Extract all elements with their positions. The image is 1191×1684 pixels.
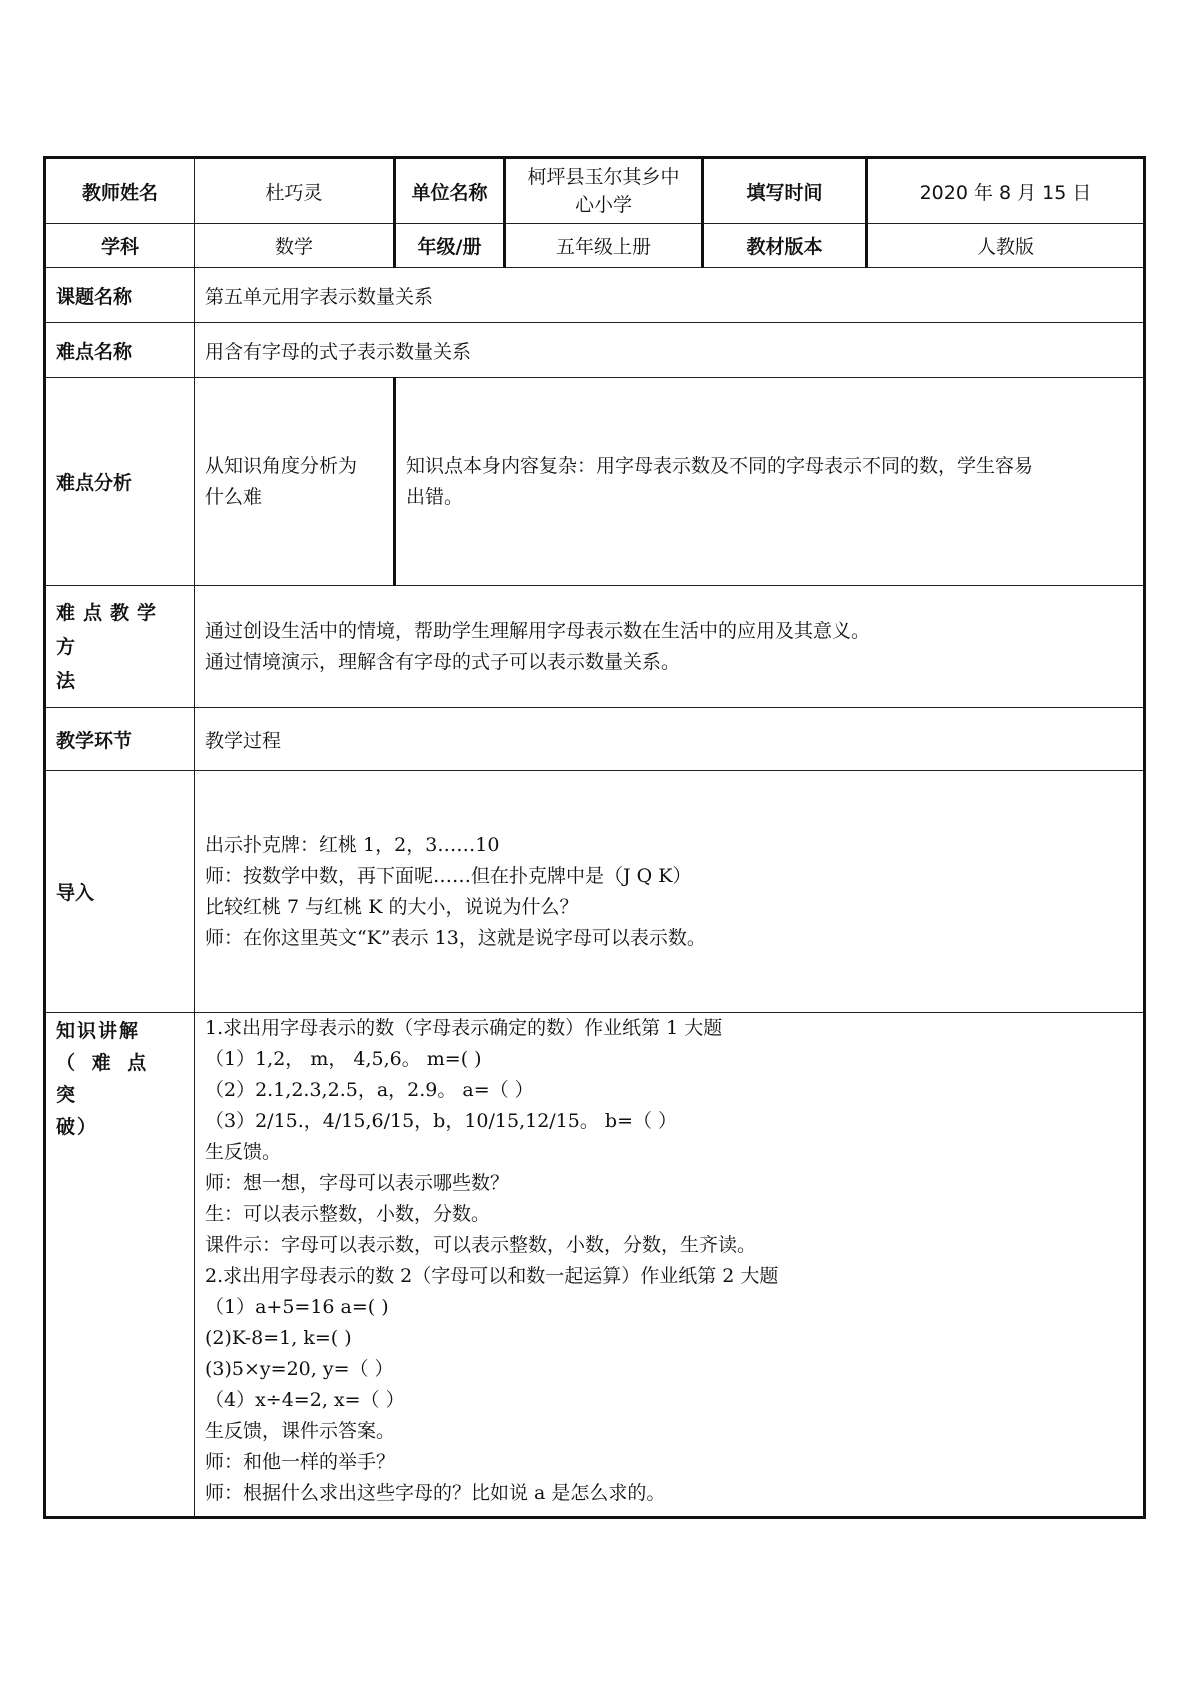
teacher-label: 教师姓名 [45, 158, 195, 224]
unit-name [505, 158, 703, 224]
knowledge-line: （2）2.1,2.3,2.5，a，2.9。 a=（ ） [205, 1079, 534, 1101]
knowledge-line: 生反馈，课件示答案。 [205, 1420, 396, 1442]
process-label: 教学环节 [45, 708, 195, 771]
grade-label: 年级/册 [395, 224, 505, 268]
lesson-plan-form [43, 156, 1143, 1519]
intro-label: 导入 [45, 771, 195, 1013]
analysis-row [45, 378, 1145, 586]
knowledge-line: 师：和他一样的举手？ [205, 1451, 396, 1473]
knowledge-row [45, 1013, 1145, 1518]
knowledge-label-line-3: 破） [56, 1116, 99, 1138]
knowledge-label-line-1: 知识讲解 [56, 1020, 141, 1042]
date-label: 填写时间 [703, 158, 867, 224]
knowledge-line: (2)K-8=1, k=( ) [205, 1327, 352, 1349]
lesson-plan-table [43, 156, 1146, 1519]
analysis-label: 难点分析 [45, 378, 195, 586]
intro-row [45, 771, 1145, 1013]
method-row [45, 586, 1145, 708]
analysis-text-line-2: 出错。 [406, 485, 464, 508]
date-value: 2020 年 8 月 15 日 [867, 158, 1145, 224]
subject-label: 学科 [45, 224, 195, 268]
knowledge-line: 生：可以表示整数，小数，分数。 [205, 1203, 491, 1225]
intro-text [195, 771, 1145, 1013]
method-line-1: 通过创设生活中的情境，帮助学生理解用字母表示数在生活中的应用及其意义。 [205, 619, 871, 642]
knowledge-line: （3）2/15.，4/15,6/15，b，10/15,12/15。 b=（ ） [205, 1110, 678, 1132]
difficulty-value: 用含有字母的式子表示数量关系 [195, 323, 1145, 378]
topic-value: 第五单元用字表示数量关系 [195, 268, 1145, 323]
knowledge-line: (3)5×y=20, y=（ ） [205, 1358, 394, 1380]
difficulty-label: 难点名称 [45, 323, 195, 378]
method-label-line-1: 难点教学方 [56, 601, 165, 658]
method-text [195, 586, 1145, 708]
analysis-sublabel [195, 378, 395, 586]
analysis-sublabel-line-2: 什么难 [205, 485, 263, 508]
knowledge-line: （1）1,2， m， 4,5,6。 m=( ) [205, 1048, 482, 1070]
grade-value: 五年级上册 [505, 224, 703, 268]
edition-value: 人教版 [867, 224, 1145, 268]
difficulty-row [45, 323, 1145, 378]
edition-label: 教材版本 [703, 224, 867, 268]
unit-name-line-1: 柯坪县玉尔其乡中 [527, 166, 680, 188]
knowledge-text [195, 1013, 1145, 1518]
header-row-2 [45, 224, 1145, 268]
intro-line: 出示扑克牌：红桃 1，2，3……10 [205, 833, 500, 856]
knowledge-line: 1.求出用字母表示的数（字母表示确定的数）作业纸第 1 大题 [205, 1017, 723, 1039]
analysis-text [395, 378, 1145, 586]
intro-line: 比较红桃 7 与红桃 K 的大小，说说为什么？ [205, 895, 579, 918]
unit-label: 单位名称 [395, 158, 505, 224]
process-value: 教学过程 [195, 708, 1145, 771]
knowledge-line: 生反馈。 [205, 1141, 282, 1163]
unit-name-line-2: 心小学 [574, 194, 632, 216]
method-label [45, 586, 195, 708]
header-row-1 [45, 158, 1145, 224]
analysis-text-line-1: 知识点本身内容复杂：用字母表示数及不同的字母表示不同的数，学生容易 [406, 454, 1034, 477]
method-label-line-2: 法 [56, 669, 84, 692]
knowledge-line: 师：想一想，字母可以表示哪些数？ [205, 1172, 510, 1194]
topic-row [45, 268, 1145, 323]
process-header-row [45, 708, 1145, 771]
knowledge-line: 师：根据什么求出这些字母的？比如说 a 是怎么求的。 [205, 1482, 666, 1504]
knowledge-line: 课件示：字母可以表示数，可以表示整数，小数，分数，生齐读。 [205, 1234, 757, 1256]
knowledge-label-line-2: （ 难 点 突 [56, 1052, 152, 1106]
analysis-sublabel-line-1: 从知识角度分析为 [205, 454, 358, 477]
intro-line: 师：按数学中数，再下面呢……但在扑克牌中是（J Q K） [205, 864, 692, 887]
knowledge-line: 2.求出用字母表示的数 2（字母可以和数一起运算）作业纸第 2 大题 [205, 1265, 779, 1287]
knowledge-label [45, 1013, 195, 1518]
knowledge-line: （1）a+5=16 a=( ) [205, 1296, 389, 1318]
knowledge-line: （4）x÷4=2, x=（ ） [205, 1389, 405, 1411]
intro-line: 师：在你这里英文“K”表示 13，这就是说字母可以表示数。 [205, 926, 706, 949]
method-line-2: 通过情境演示，理解含有字母的式子可以表示数量关系。 [205, 650, 681, 673]
topic-label: 课题名称 [45, 268, 195, 323]
subject-value: 数学 [195, 224, 395, 268]
teacher-name: 杜巧灵 [195, 158, 395, 224]
